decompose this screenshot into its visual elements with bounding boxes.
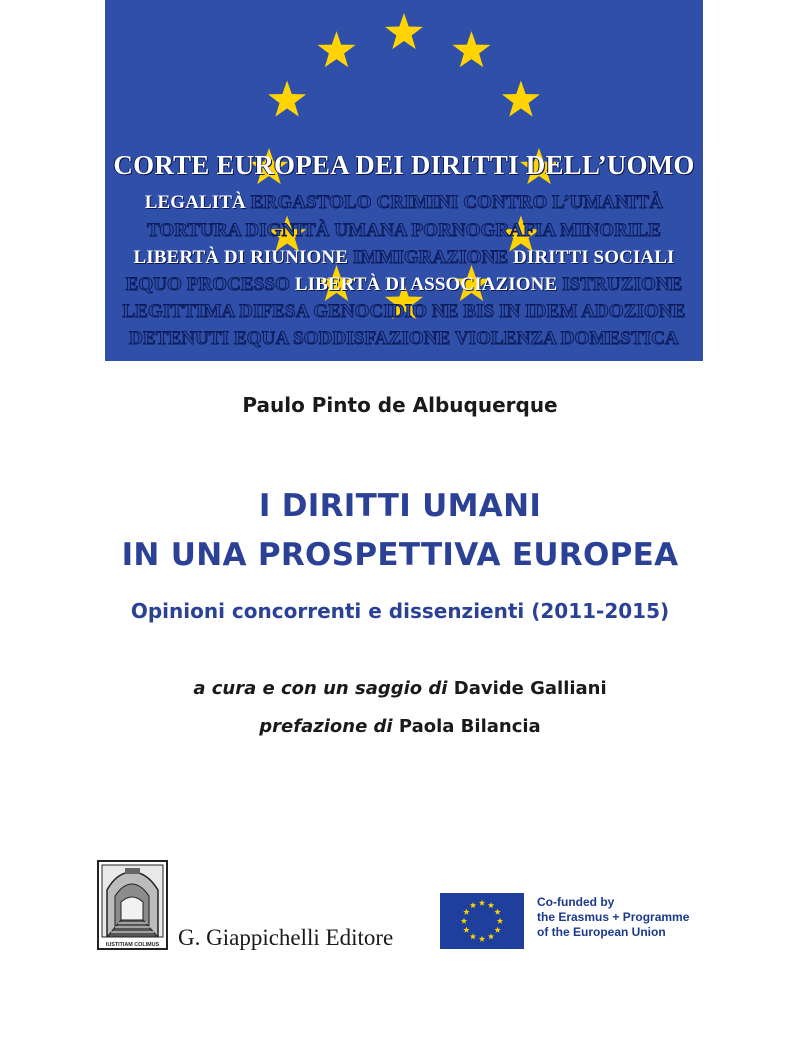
book-subtitle: Opinioni concorrenti e dissenzienti (2011-2015): [130, 599, 670, 623]
eu-flag-icon: [440, 893, 524, 949]
editor-role: a cura e con un saggio di: [193, 678, 448, 699]
banner-star-icon: [268, 81, 306, 117]
keyword-line: [111, 327, 697, 350]
keyword-line: [111, 191, 697, 214]
keyword-segment: LEGITTIMA DIFESA GENOCIDIO NE BIS IN IDEM ADOZIONE: [122, 301, 686, 322]
keyword-segment: ERGASTOLO CRIMINI CONTRO L’UMANITÀ: [245, 192, 664, 213]
keyword-segment: DETENUTI EQUA SODDISFAZIONE VIOLENZA DOMESTICA: [129, 328, 679, 349]
editor-name: Davide Galliani: [447, 678, 607, 699]
author-name: Paulo Pinto de Albuquerque: [242, 393, 558, 417]
keyword-line: [111, 219, 697, 242]
preface-role: prefazione di: [259, 716, 393, 737]
keyword-segment: LIBERTÀ DI ASSOCIAZIONE: [294, 274, 558, 295]
keyword-segment: TORTURA DIGNITÀ UMANA PORNOGRAFIA MINORILE: [146, 220, 662, 241]
keyword-segment: IMMIGRAZIONE: [348, 247, 514, 268]
publisher-emblem-motto: IUSTITIAM COLIMUS: [105, 942, 160, 948]
keyword-segment: LEGALITÀ: [144, 192, 246, 213]
editor-credit: [0, 678, 800, 699]
erasmus-funding-note: [537, 895, 689, 940]
keyword-segment: EQUO PROCESSO: [125, 274, 295, 295]
keyword-line: [111, 300, 697, 323]
publisher-name: G. Giappichelli Editore: [178, 925, 394, 950]
erasmus-line-2: the Erasmus + Programme: [537, 910, 690, 924]
banner-heading: CORTE EUROPEA DEI DIRITTI DELL’UOMO: [113, 150, 695, 180]
book-title-line-2: IN UNA PROSPETTIVA EUROPEA: [121, 537, 679, 573]
banner-star-icon: [452, 31, 490, 67]
keyword-line: [111, 246, 697, 269]
banner-star-icon: [502, 81, 540, 117]
preface-name: Paola Bilancia: [392, 716, 541, 737]
erasmus-line-3: of the European Union: [537, 925, 666, 939]
cover-banner: [105, 0, 703, 361]
keyword-segment: DIRITTI SOCIALI: [513, 247, 675, 268]
erasmus-line-1: Co-funded by: [537, 895, 615, 909]
keyword-segment: LIBERTÀ DI RIUNIONE: [133, 247, 348, 268]
book-title-line-1: I DIRITTI UMANI: [258, 488, 542, 524]
keyword-segment: ISTRUZIONE: [557, 274, 683, 295]
keyword-line: [111, 273, 697, 296]
preface-credit: [0, 716, 800, 737]
banner-star-icon: [317, 31, 355, 67]
banner-star-icon: [385, 13, 423, 49]
publisher-emblem-icon: [97, 860, 168, 950]
